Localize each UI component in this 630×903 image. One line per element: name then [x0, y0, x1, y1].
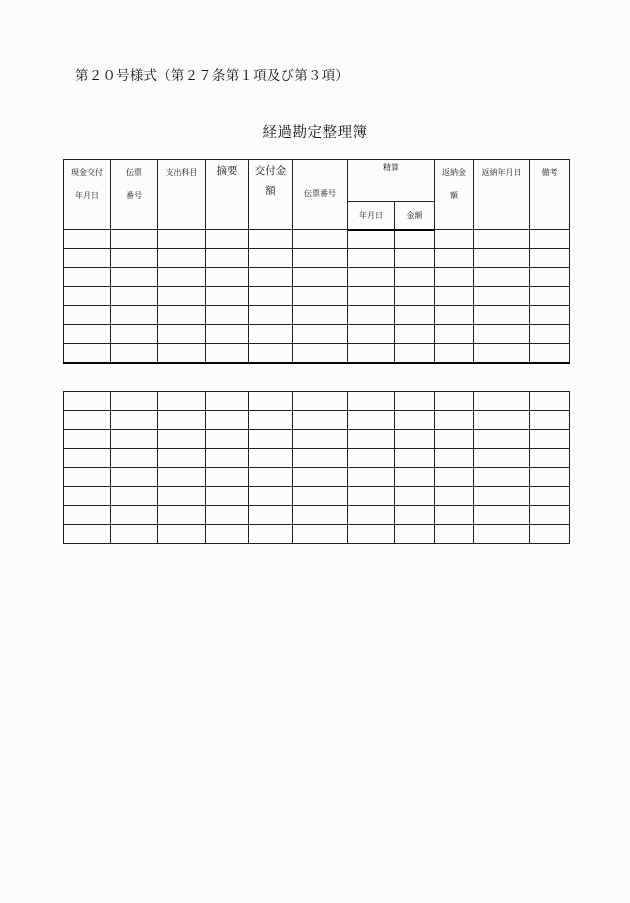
- ledger-cell: [474, 306, 530, 325]
- ledger-cell: [206, 449, 249, 468]
- ledger-cell: [249, 325, 293, 344]
- ledger-cell: [293, 325, 348, 344]
- ledger-row: [64, 487, 570, 506]
- ledger-cell: [64, 525, 111, 544]
- ledger-cell: [395, 287, 435, 306]
- ledger-cell: [348, 392, 395, 411]
- ledger-cell: [530, 268, 570, 287]
- ledger-row: [64, 449, 570, 468]
- ledger-cell: [206, 287, 249, 306]
- ledger-cell: [206, 392, 249, 411]
- ledger-cell: [206, 506, 249, 525]
- ledger-cell: [158, 449, 206, 468]
- ledger-cell: [249, 411, 293, 430]
- ledger-cell: [530, 249, 570, 268]
- ledger-cell: [395, 306, 435, 325]
- ledger-cell: [293, 449, 348, 468]
- column-header-refund-amount: 返納金 額: [435, 160, 474, 230]
- ledger-cell: [249, 487, 293, 506]
- ledger-cell: [249, 392, 293, 411]
- ledger-table-top: [63, 159, 570, 364]
- ledger-row: [64, 430, 570, 449]
- ledger-cell: [111, 287, 158, 306]
- ledger-cell: [206, 487, 249, 506]
- ledger-cell: [293, 392, 348, 411]
- ledger-cell: [435, 506, 474, 525]
- column-header-slip-number: 伝票番号: [293, 160, 348, 230]
- ledger-cell: [206, 430, 249, 449]
- ledger-cell: [395, 468, 435, 487]
- ledger-cell: [293, 306, 348, 325]
- column-header-cash-date: 現金交付 年月日: [64, 160, 111, 230]
- ledger-row: [64, 344, 570, 363]
- document-title: 経過勘定整理簿: [262, 125, 368, 141]
- ledger-cell: [293, 411, 348, 430]
- ledger-cell: [348, 325, 395, 344]
- ledger-cell: [530, 506, 570, 525]
- ledger-cell: [293, 506, 348, 525]
- ledger-cell: [293, 525, 348, 544]
- ledger-cell: [64, 344, 111, 363]
- ledger-cell: [158, 506, 206, 525]
- ledger-cell: [64, 487, 111, 506]
- ledger-cell: [530, 487, 570, 506]
- ledger-cell: [395, 506, 435, 525]
- ledger-cell: [111, 411, 158, 430]
- ledger-cell: [530, 430, 570, 449]
- ledger-cell: [158, 287, 206, 306]
- ledger-cell: [435, 268, 474, 287]
- ledger-cell: [435, 230, 474, 249]
- ledger-cell: [435, 525, 474, 544]
- ledger-cell: [395, 449, 435, 468]
- ledger-row: [64, 325, 570, 344]
- ledger-cell: [395, 230, 435, 249]
- ledger-row: [64, 525, 570, 544]
- ledger-cell: [395, 344, 435, 363]
- ledger-cell: [64, 506, 111, 525]
- ledger-cell: [111, 487, 158, 506]
- ledger-cell: [348, 249, 395, 268]
- ledger-cell: [64, 287, 111, 306]
- ledger-cell: [111, 525, 158, 544]
- ledger-cell: [64, 449, 111, 468]
- ledger-cell: [249, 230, 293, 249]
- ledger-cell: [530, 411, 570, 430]
- ledger-cell: [474, 430, 530, 449]
- ledger-cell: [206, 325, 249, 344]
- ledger-cell: [249, 287, 293, 306]
- ledger-table-bottom: [63, 391, 570, 544]
- ledger-cell: [395, 392, 435, 411]
- ledger-cell: [530, 306, 570, 325]
- ledger-cell: [158, 392, 206, 411]
- ledger-cell: [395, 411, 435, 430]
- ledger-cell: [111, 449, 158, 468]
- ledger-cell: [435, 468, 474, 487]
- ledger-cell: [206, 468, 249, 487]
- ledger-cell: [474, 506, 530, 525]
- ledger-cell: [249, 306, 293, 325]
- ledger-cell: [530, 344, 570, 363]
- ledger-cell: [474, 449, 530, 468]
- ledger-cell: [348, 230, 395, 249]
- ledger-cell: [206, 525, 249, 544]
- ledger-cell: [158, 468, 206, 487]
- ledger-cell: [348, 344, 395, 363]
- ledger-cell: [530, 468, 570, 487]
- ledger-cell: [64, 249, 111, 268]
- ledger-cell: [474, 249, 530, 268]
- ledger-cell: [64, 430, 111, 449]
- ledger-cell: [206, 306, 249, 325]
- ledger-cell: [206, 249, 249, 268]
- ledger-cell: [395, 325, 435, 344]
- ledger-cell: [111, 306, 158, 325]
- ledger-cell: [530, 230, 570, 249]
- ledger-cell: [158, 230, 206, 249]
- ledger-cell: [348, 506, 395, 525]
- ledger-cell: [293, 230, 348, 249]
- column-header-expense-item: 支出科目: [158, 160, 206, 230]
- ledger-cell: [158, 249, 206, 268]
- ledger-cell: [348, 268, 395, 287]
- ledger-cell: [158, 411, 206, 430]
- ledger-cell: [474, 525, 530, 544]
- ledger-cell: [395, 249, 435, 268]
- column-header-settlement-date: 年月日: [348, 202, 395, 230]
- ledger-cell: [348, 430, 395, 449]
- ledger-cell: [111, 325, 158, 344]
- ledger-cell: [249, 430, 293, 449]
- ledger-row: [64, 468, 570, 487]
- ledger-cell: [395, 268, 435, 287]
- ledger-cell: [435, 325, 474, 344]
- ledger-row: [64, 306, 570, 325]
- ledger-cell: [158, 268, 206, 287]
- ledger-cell: [293, 430, 348, 449]
- ledger-cell: [395, 430, 435, 449]
- ledger-cell: [111, 392, 158, 411]
- ledger-cell: [111, 268, 158, 287]
- ledger-cell: [293, 287, 348, 306]
- ledger-cell: [206, 411, 249, 430]
- ledger-cell: [348, 287, 395, 306]
- ledger-cell: [435, 249, 474, 268]
- ledger-row: [64, 249, 570, 268]
- ledger-cell: [249, 449, 293, 468]
- ledger-cell: [249, 249, 293, 268]
- column-header-settlement-amount: 金額: [395, 202, 435, 230]
- ledger-cell: [474, 268, 530, 287]
- ledger-row: [64, 287, 570, 306]
- ledger-cell: [64, 230, 111, 249]
- ledger-cell: [348, 525, 395, 544]
- ledger-cell: [111, 468, 158, 487]
- ledger-cell: [530, 287, 570, 306]
- ledger-cell: [111, 230, 158, 249]
- ledger-cell: [348, 487, 395, 506]
- ledger-cell: [435, 430, 474, 449]
- ledger-cell: [111, 249, 158, 268]
- ledger-cell: [111, 506, 158, 525]
- ledger-row: [64, 411, 570, 430]
- ledger-cell: [64, 411, 111, 430]
- ledger-cell: [348, 306, 395, 325]
- column-header-remarks: 備考: [530, 160, 570, 230]
- ledger-cell: [530, 449, 570, 468]
- ledger-cell: [348, 449, 395, 468]
- ledger-cell: [348, 468, 395, 487]
- ledger-cell: [206, 268, 249, 287]
- ledger-cell: [249, 344, 293, 363]
- column-header-settlement: 精算: [348, 160, 435, 202]
- ledger-cell: [474, 287, 530, 306]
- ledger-cell: [474, 344, 530, 363]
- ledger-cell: [348, 411, 395, 430]
- ledger-cell: [249, 468, 293, 487]
- ledger-cell: [111, 344, 158, 363]
- ledger-row: [64, 392, 570, 411]
- ledger-cell: [530, 325, 570, 344]
- column-header-refund-date: 返納年月日: [474, 160, 530, 230]
- ledger-cell: [111, 430, 158, 449]
- ledger-cell: [158, 430, 206, 449]
- form-number: 第２０号様式（第２７条第１項及び第３項）: [75, 68, 349, 84]
- column-header-slip-no: 伝票 番号: [111, 160, 158, 230]
- ledger-cell: [435, 287, 474, 306]
- ledger-cell: [293, 468, 348, 487]
- ledger-cell: [530, 392, 570, 411]
- ledger-row: [64, 506, 570, 525]
- ledger-cell: [474, 325, 530, 344]
- column-header-grant-amount: 交付金 額: [249, 160, 293, 230]
- ledger-cell: [435, 344, 474, 363]
- ledger-row: [64, 268, 570, 287]
- ledger-cell: [158, 325, 206, 344]
- ledger-cell: [395, 525, 435, 544]
- ledger-cell: [249, 268, 293, 287]
- ledger-cell: [158, 525, 206, 544]
- ledger-cell: [474, 411, 530, 430]
- ledger-cell: [395, 487, 435, 506]
- ledger-row: [64, 230, 570, 249]
- ledger-cell: [474, 468, 530, 487]
- ledger-cell: [64, 392, 111, 411]
- ledger-cell: [206, 230, 249, 249]
- column-header-summary: 摘要: [206, 160, 249, 230]
- ledger-cell: [64, 325, 111, 344]
- ledger-cell: [530, 525, 570, 544]
- ledger-cell: [435, 306, 474, 325]
- ledger-cell: [249, 506, 293, 525]
- ledger-cell: [206, 344, 249, 363]
- ledger-cell: [249, 525, 293, 544]
- ledger-cell: [293, 268, 348, 287]
- ledger-cell: [435, 411, 474, 430]
- ledger-cell: [435, 449, 474, 468]
- ledger-cell: [64, 468, 111, 487]
- ledger-cell: [158, 306, 206, 325]
- ledger-cell: [158, 487, 206, 506]
- ledger-cell: [293, 344, 348, 363]
- ledger-cell: [474, 487, 530, 506]
- ledger-cell: [64, 268, 111, 287]
- ledger-cell: [474, 230, 530, 249]
- ledger-cell: [474, 392, 530, 411]
- ledger-cell: [158, 344, 206, 363]
- ledger-cell: [435, 392, 474, 411]
- ledger-cell: [435, 487, 474, 506]
- ledger-cell: [293, 249, 348, 268]
- ledger-cell: [293, 487, 348, 506]
- ledger-cell: [64, 306, 111, 325]
